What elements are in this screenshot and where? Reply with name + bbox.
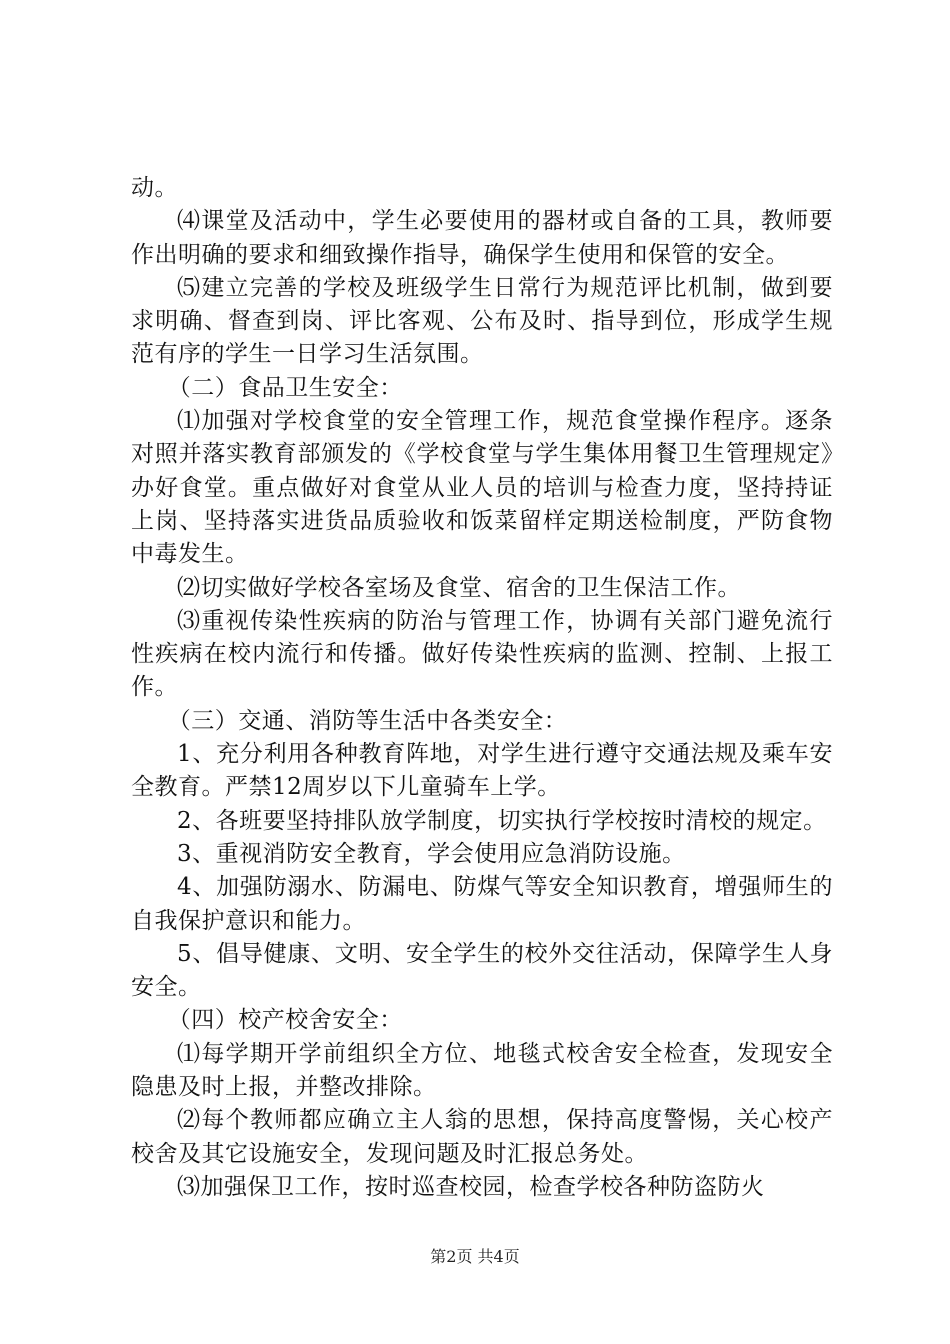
- paragraph-food-1: ⑴加强对学校食堂的安全管理工作，规范食堂操作程序。逐条对照并落实教育部颁发的《学校食堂与学生集体用餐卫生管理规定》办好食堂。重点做好对食堂从业人员的培训与检查力度，坚持持证上岗、坚持落实进货品质验收和饭菜留样定期送检制度，严防食物中毒发生。: [131, 408, 833, 568]
- paragraph-traffic-5: 5、倡导健康、文明、安全学生的校外交往活动，保障学生人身安全。: [131, 940, 833, 1001]
- paragraph-traffic-4: 4、加强防溺水、防漏电、防煤气等安全知识教育，增强师生的自我保护意识和能力。: [131, 874, 833, 934]
- paragraph-continuation: 动。: [131, 175, 178, 201]
- section-heading-food-safety: （二）食品卫生安全：: [167, 374, 403, 401]
- paragraph-traffic-3: 3、重视消防安全教育，学会使用应急消防设施。: [177, 840, 686, 867]
- paragraph-food-3: ⑶重视传染性疾病的防治与管理工作，协调有关部门避免流行性疾病在校内流行和传播。做好传染性疾病的监测、控制、上报工作。: [131, 607, 833, 701]
- paragraph-food-2: ⑵切实做好学校各室场及食堂、宿舍的卫生保洁工作。: [177, 574, 741, 601]
- paragraph-property-3: ⑶加强保卫工作，按时巡查校园，检查学校各种防盗防火: [177, 1173, 765, 1200]
- document-body: [131, 172, 833, 1204]
- paragraph-item-5: ⑸建立完善的学校及班级学生日常行为规范评比机制，做到要求明确、督查到岗、评比客观、公布及时、指导到位，形成学生规范有序的学生一日学习生活氛围。: [131, 274, 833, 368]
- paragraph-property-2: ⑵每个教师都应确立主人翁的思想，保持高度警惕，关心校产校舍及其它设施安全，发现问题及时汇报总务处。: [131, 1107, 833, 1167]
- paragraph-traffic-2: 2、各班要坚持排队放学制度，切实执行学校按时清校的规定。: [177, 807, 827, 834]
- page-footer: 第2页 共4页: [430, 1247, 520, 1266]
- section-heading-traffic-fire: （三）交通、消防等生活中各类安全：: [167, 707, 568, 734]
- paragraph-traffic-1: 1、充分利用各种教育阵地，对学生进行遵守交通法规及乘车安全教育。严禁12周岁以下儿童骑车上学。: [131, 741, 833, 801]
- paragraph-item-4: ⑷课堂及活动中，学生必要使用的器材或自备的工具，教师要作出明确的要求和细致操作指导，确保学生使用和保管的安全。: [131, 208, 833, 268]
- paragraph-property-1: ⑴每学期开学前组织全方位、地毯式校舍安全检查，发现安全隐患及时上报，并整改排除。: [131, 1040, 833, 1101]
- section-heading-property: （四）校产校舍安全：: [167, 1007, 403, 1034]
